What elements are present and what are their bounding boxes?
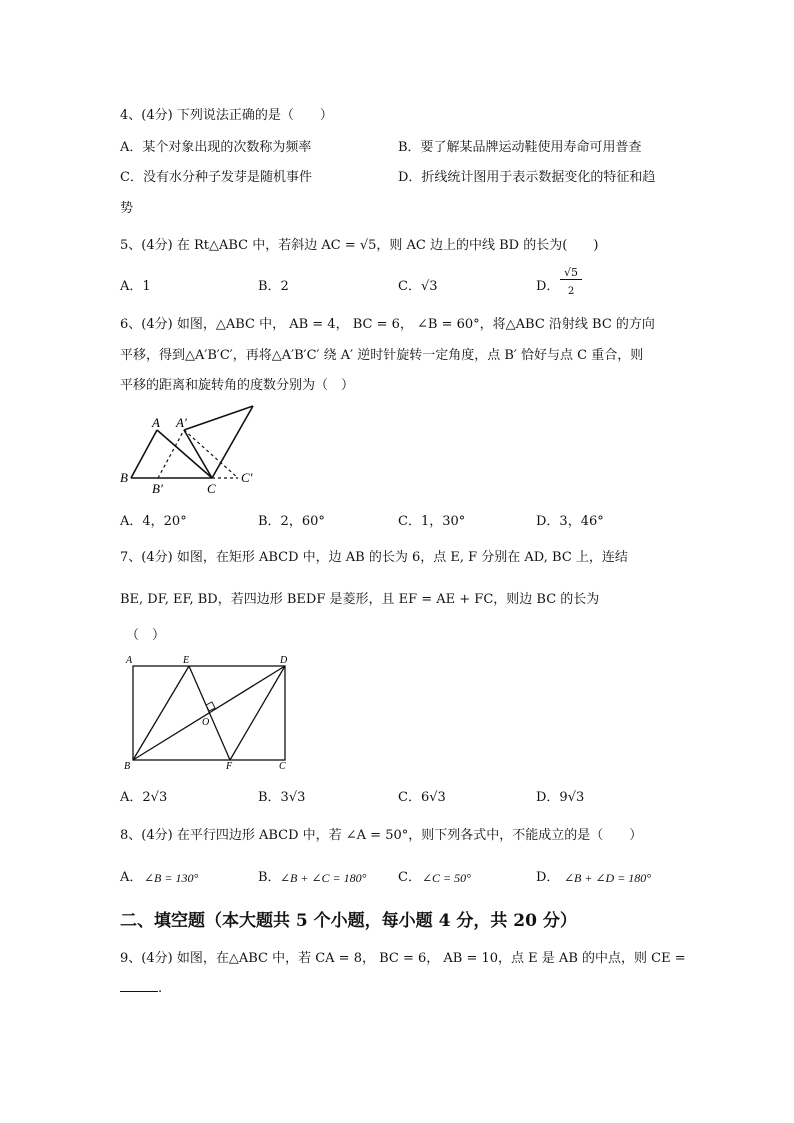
q7-label-a: A (126, 655, 133, 666)
q6-label-c: C (207, 481, 216, 496)
q6-triangle-figure (116, 400, 276, 500)
q5-option-d-numerator: √5 (560, 266, 582, 280)
q7-option-a: A．2√3 (120, 790, 168, 805)
q8-option-d-letter: D． (536, 870, 560, 885)
q6-option-b: B．2，60° (258, 514, 325, 529)
q7-stem-line2: BE, DF, EF, BD，若四边形 BEDF 是菱形，且 EF = AE + FC，则边 BC 的长为 (120, 592, 600, 607)
q5-stem: 5、(4分) 在 Rt△ABC 中，若斜边 AC = √5，则 AC 边上的中线 BD 的长为( ) (120, 238, 599, 253)
q8-option-a-letter: A． (120, 870, 143, 885)
q8-option-d-expression: ∠B + ∠D = 180° (564, 871, 652, 885)
q7-label-b: B (124, 761, 131, 772)
q6-segment-a2c (184, 430, 212, 478)
q6-segment-ab (131, 430, 157, 478)
q5-option-c: C．√3 (398, 279, 438, 294)
q8-option-c-letter: C． (398, 870, 421, 885)
q6-label-b: B (120, 470, 128, 485)
q7-stem-line1: 7、(4分) 如图，在矩形 ABCD 中，边 AB 的长为 6，点 E, F 分别在 AD, BC 上，连结 (120, 550, 628, 565)
q6-segment-a2b2 (158, 430, 184, 478)
q6-option-d: D．3，46° (536, 514, 604, 529)
q7-label-d: D (280, 655, 288, 666)
q4-stem: 4、(4分) 下列说法正确的是（ ） (120, 108, 333, 123)
q6-option-c: C．1，30° (398, 514, 466, 529)
q4-option-a: A．某个对象出现的次数称为频率 (120, 140, 312, 155)
q8-option-a-expression: ∠B = 130° (144, 871, 199, 885)
q7-segment-be (133, 666, 189, 760)
q5-option-a: A．1 (120, 279, 151, 294)
q8-option-c-expression: ∠C = 50° (422, 871, 471, 885)
q6-option-a: A．4，20° (120, 514, 187, 529)
q6-label-a: A (152, 415, 160, 430)
q8-stem: 8、(4分) 在平行四边形 ABCD 中，若 ∠A = 50°，则下列各式中，不能成立的是（ ） (120, 828, 643, 843)
q9-stem: 9、(4分) 如图，在△ABC 中，若 CA = 8， BC = 6， AB = 10，点 E 是 AB 的中点，则 CE = (120, 951, 686, 966)
section-fill-in-blank-title: 二、填空题（本大题共 5 个小题，每小题 4 分，共 20 分） (120, 911, 577, 931)
q7-option-c: C．6√3 (398, 790, 446, 805)
q6-segment-a2c2 (184, 430, 238, 478)
q8-option-b-letter: B． (258, 870, 281, 885)
q9-period: . (158, 981, 163, 996)
q4-option-c: C．没有水分种子发芽是随机事件 (120, 170, 312, 185)
q7-segment-bd (133, 666, 285, 760)
q7-rectangle-figure (120, 652, 298, 774)
q7-label-e: E (183, 655, 190, 666)
q6-segment-rotated-top (184, 406, 253, 430)
q7-option-b: B．3√3 (258, 790, 306, 805)
q5-option-b: B．2 (258, 279, 289, 294)
q9-answer-blank[interactable] (120, 979, 158, 992)
q9-answer-line (120, 979, 162, 996)
q6-segment-ac (157, 430, 212, 478)
q6-stem-line3: 平移的距离和旋转角的度数分别为（ ） (120, 378, 355, 393)
q7-label-o: O (202, 717, 210, 728)
q4-option-d-continued: 势 (120, 201, 134, 216)
q6-stem-line2: 平移，得到△A′B′C′，再将△A′B′C′ 绕 A′ 逆时针旋转一定角度，点 B′ 恰好与点 C 重合，则 (120, 348, 644, 363)
q7-stem-line3: （ ） (126, 628, 166, 643)
q5-option-d-denominator: 2 (567, 286, 575, 297)
q7-label-c: C (279, 761, 286, 772)
q5-option-d-letter: D． (536, 279, 560, 294)
q6-stem-line1: 6、(4分) 如图，△ABC 中， AB = 4， BC = 6， ∠B = 60°，将△ABC 沿射线 BC 的方向 (120, 317, 655, 332)
q8-option-b-expression: ∠B + ∠C = 180° (280, 871, 367, 885)
q4-option-d: D．折线统计图用于表示数据变化的特征和趋 (398, 170, 656, 185)
q6-label-b-prime: B′ (152, 481, 163, 496)
q7-option-d: D．9√3 (536, 790, 585, 805)
q7-segment-fd (230, 666, 285, 760)
q6-label-a-prime: A′ (176, 415, 187, 430)
q4-option-b: B．要了解某品牌运动鞋使用寿命可用普查 (398, 140, 642, 155)
q6-segment-rotated-side (212, 406, 253, 478)
q7-label-f: F (226, 761, 233, 772)
q6-label-c-prime: C′ (241, 470, 253, 485)
